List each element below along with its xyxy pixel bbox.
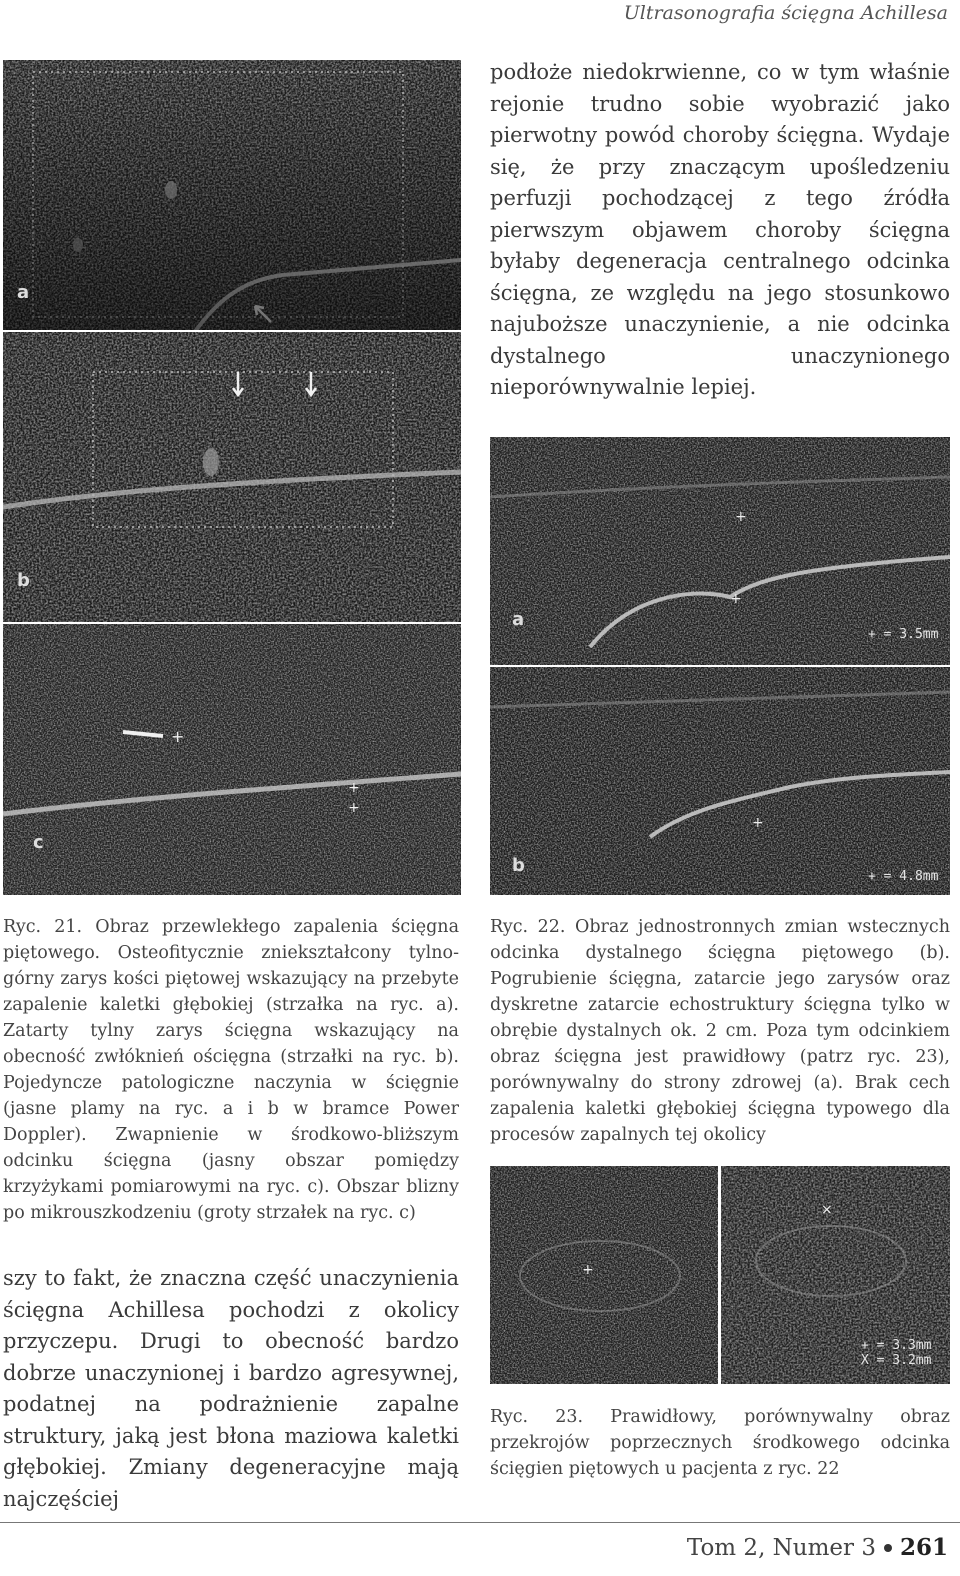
panel-label-21b: b — [17, 570, 30, 591]
top-right-paragraph: podłoże niedokrwienne, co w tym właśnie rejonie trudno sobie wyobrazić jako pierwotny powód choroby ścięgna. Wydaje się, że przy znaczącym upośledzeniu perfuzji pochodzącej z tego źródła pierwszym objawem choroby ścięgna byłaby degeneracja centralnego odcinka ścięgna, ze względu na jego stosunkowo najuboższe unaczynienie, a nie odcinka dystalnego unaczynionego nieporównywalnie lepiej. — [490, 60, 950, 399]
panel-label-22b: b — [512, 855, 525, 876]
panel-label-22a: a — [512, 609, 525, 630]
figure-22-panel-b — [490, 667, 950, 895]
figure-23-panel-left — [490, 1166, 718, 1384]
panel-label-21a: a — [17, 282, 30, 303]
svg-text:+: + — [348, 780, 360, 796]
ultrasound-image-23-left — [490, 1166, 718, 1384]
figure-21-panel-c — [3, 624, 461, 895]
figure-23 — [490, 1166, 950, 1384]
panel-label-21c: c — [33, 832, 44, 853]
ultrasound-image-21a — [3, 60, 461, 330]
figure-21 — [3, 60, 461, 895]
svg-text:+: + — [582, 1262, 594, 1278]
figure-22 — [490, 437, 950, 895]
measurement-22b: + = 4.8mm — [868, 869, 939, 884]
figure-23-caption: Ryc. 23. Prawidłowy, porównywalny obraz przekrojów poprzecznych środkowego odcinka ścięgien piętowych u pacjenta z ryc. 22 — [490, 1407, 950, 1479]
figure-21-panel-b — [3, 332, 461, 622]
figure-21-caption: Ryc. 21. Obraz przewlekłego zapalenia ścięgna piętowego. Osteofitycznie zniekształcony tylno-górny zarys kości piętowej wskazujący na przebyte zapalenie kaletki głębokiej (strzałka na ryc. a). Zatarty tylny zarys ścięgna wskazujący na obecność zwłóknień ościęgna (strzałki na ryc. b). Pojedyncze patologiczne naczynia w ścięgnie (jasne plamy na ryc. a i b w bramce Power Doppler). Zwapnienie w środkowo-bliższym odcinku ścięgna (jasny obszar pomiędzy krzyżykami pomiarowymi na ryc. c). Obszar blizny po mikrouszkodzeniu (groty strzałek na ryc. c) — [3, 917, 459, 1223]
measurement-22a: + = 3.5mm — [868, 627, 939, 642]
footer-volume: Tom 2, Numer 3 — [686, 1535, 876, 1561]
svg-text:+: + — [730, 591, 742, 607]
bottom-left-paragraph: szy to fakt, że znaczna część unaczynienia ścięgna Achillesa pochodzi z okolicy przyczepu. Drugi to obecność bardzo dobrze unaczynionej i bardzo agresywnej, podatnej na podrażnienie zapalne struktury, jaką jest błona maziowa kaletki głębokiej. Zmiany degeneracyjne mają najczęściej — [3, 1266, 459, 1511]
svg-text:+: + — [735, 509, 747, 525]
ultrasound-image-22b — [490, 667, 950, 895]
measurement-23-x: X = 3.2mm — [861, 1353, 932, 1368]
footer-rule — [0, 1522, 960, 1523]
page-number: 261 — [899, 1534, 948, 1561]
page-footer — [687, 1534, 948, 1561]
figure-22-caption: Ryc. 22. Obraz jednostronnych zmian wstecznych odcinka dystalnego ścięgna piętowego (b). Pogrubienie ścięgna, zatarcie jego zarysów oraz dyskretne zatarcie echostruktury ścięgna tylko w obrębie dystalnych ok. 2 cm. Poza tym odcinkiem obraz ścięgna jest prawidłowy (patrz ryc. 23), porównywalny do strony zdrowej (a). Brak cech zapalenia kaletki głębokiej ścięgna typowego dla procesów zapalnych tej okolicy — [490, 917, 950, 1145]
figure-21-panel-a — [3, 60, 461, 330]
ultrasound-image-21c — [3, 624, 461, 895]
svg-text:+: + — [171, 727, 185, 746]
running-head: Ultrasonografia ścięgna Achillesa — [623, 2, 948, 24]
footer-bullet — [884, 1544, 892, 1552]
svg-text:+: + — [752, 815, 764, 831]
svg-text:×: × — [821, 1202, 833, 1218]
svg-text:+: + — [348, 800, 360, 816]
ultrasound-image-21b — [3, 332, 461, 622]
measurement-23-plus: + = 3.3mm — [861, 1338, 932, 1353]
figure-22-panel-a — [490, 437, 950, 665]
figure-23-panel-right — [721, 1166, 950, 1384]
